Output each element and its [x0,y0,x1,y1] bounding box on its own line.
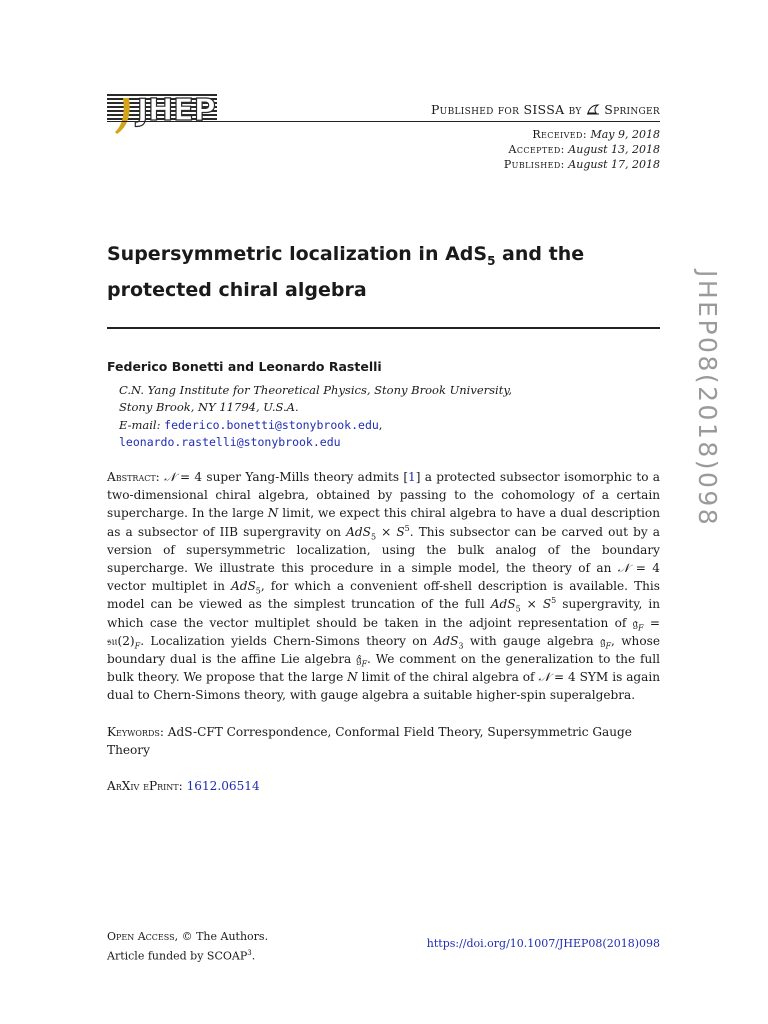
copyright-text: , © The Authors. [174,930,269,943]
title-rule [107,327,660,329]
header-rule [107,121,660,122]
received-date: May 9, 2018 [590,128,660,141]
side-label-text: JHEP08(2018)098 [693,270,722,528]
title-line1-b: and the [495,243,585,265]
title-line1-sub: 5 [487,253,496,268]
keywords-text: AdS-CFT Correspondence, Conformal Field Theory, Supersymmetric Gauge Theory [107,725,632,758]
jhep-logo [107,92,219,136]
email-link-1[interactable]: federico.bonetti@stonybrook.edu [164,418,379,432]
published-date: August 17, 2018 [568,158,660,171]
email-label: E-mail: [119,418,161,432]
affiliation-line1: C.N. Yang Institute for Theoretical Physics, Stony Brook University, [119,383,512,397]
arxiv-link[interactable]: 1612.06514 [186,779,260,793]
publisher-name: Springer [604,102,660,117]
arxiv-label: ArXiv ePrint: [107,779,183,793]
authors: Federico Bonetti and Leonardo Rastelli [107,359,382,374]
affiliation [119,382,512,416]
title-line2: protected chiral algebra [107,278,367,301]
dates-block [504,127,660,172]
citation-link[interactable]: 1 [408,470,416,484]
keywords-label: Keywords: [107,725,164,739]
accepted-label: Accepted: [508,143,565,156]
arxiv-eprint [107,779,260,793]
keywords [107,723,660,759]
funded-sup: 3 [247,949,252,957]
publisher-text: Published for SISSA by [430,102,582,117]
accepted-date: August 13, 2018 [568,143,660,156]
abstract-label: Abstract: [107,470,160,484]
doi-link[interactable]: https://doi.org/10.1007/JHEP08(2018)098 [426,937,660,950]
published-label: Published: [503,158,565,171]
jhep-logo-text: JHEP [137,93,216,128]
email-block: E-mail: federico.bonetti@stonybrook.edu, leonardo.rastelli@stonybrook.edu [119,418,383,449]
paper-title [107,240,667,305]
springer-icon [586,102,604,117]
affiliation-line2: Stony Brook, NY 11794, U.S.A. [119,400,299,414]
received-label: Received: [532,128,587,141]
title-line1-a: Supersymmetric localization in AdS [107,243,488,265]
funded-text: Article funded by SCOAP [107,949,248,963]
open-access-label: Open Access [107,930,175,943]
abstract: Abstract: 𝒩 = 4 super Yang-Mills theory admits [1] a protected subsector isomorphic to a two-dimensional chiral algebra, obtained by passing to the cohomology of a certain supercharge. In the large N limit, we expect this chiral algebra to have a dual description as a subsector of IIB supergravity on $AdS_5 \times S^5$. This subsector can be carved out by a version of supersymmetric localization, using the bulk analog of the boundary supercharge. We illustrate this procedure in a simple model, the theory of an 𝒩 = 4 vector multiplet in AdS$_5$, for which a convenient off-shell description is available. This model can be viewed as the simplest truncation of the full $AdS_5 \times S^5$ supergravity, in which case the vector multiplet should be taken in the adjoint representation of 𝔤$_F$ = $𝔰𝔲(2)_F$. Localization yields Chern-Simons theory on AdS$_3$ with gauge algebra 𝔤$_F$, whose boundary dual is the affine Lie algebra $𝔤̂_F$. We comment on the generalization to the full bulk theory. We propose that the large N limit of the chiral algebra of 𝒩 = 4 SYM is again dual to Chern-Simons theory, with gauge algebra a suitable higher-spin superalgebra. [107,470,661,703]
publisher-line [431,102,660,117]
email-link-2[interactable]: leonardo.rastelli@stonybrook.edu [119,435,341,449]
footer-license: Open Access, © The Authors. Article funded by SCOAP$^3$. [107,930,269,963]
